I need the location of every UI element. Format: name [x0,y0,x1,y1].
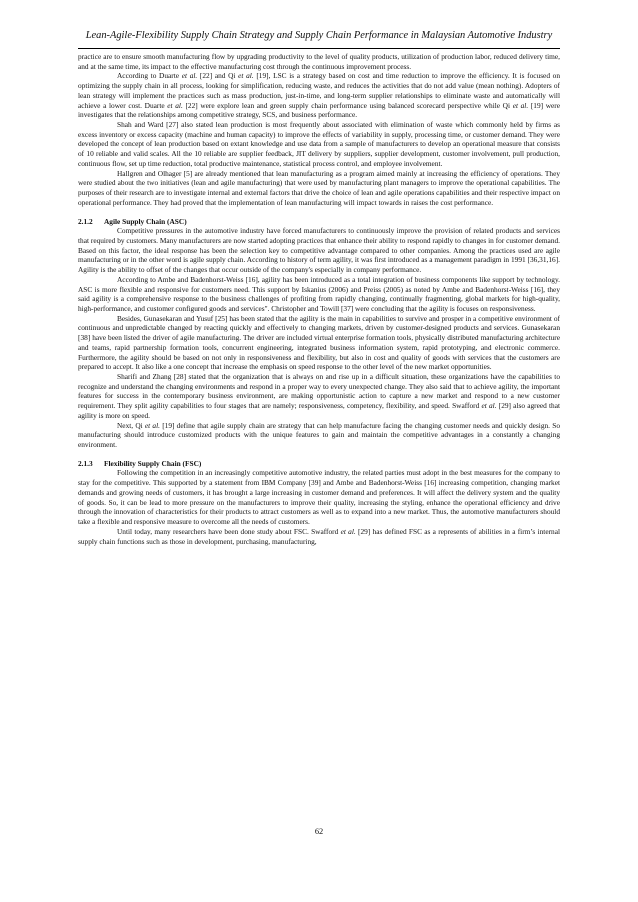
section-heading-2-1-2: 2.1.2 Agile Supply Chain (ASC) [78,216,187,226]
paragraph: Hallgren and Olhager [5] are already mentioned that lean manufacturing as a program aimed mainly at increasing the efficiency of operations. They were studied about the two initiatives (lean and agile manufacturing) that were used by manufacturing plant managers to improve the operational capabilities. The purposes of their research are to investigate internal and external factors that drive the choice of lean and agile operations capabilities and their respective impact on operational performance. They had proved that the implementation of lean manufacturing will impact towards in raises the cost performance. [78,168,560,207]
running-header: Lean-Agile-Flexibility Supply Chain Strategy and Supply Chain Performance in Malaysian Automotive Industry [85,30,553,41]
paragraph: According to Ambe and Badenhorst-Weiss [16], agility has been introduced as a total integration of business components like support by technology. ASC is more flexible and responsive for customers need. This support by Iskanius (2006) and Preiss (2005) as noted by Ambe and Badenhorst-Weiss [16], they said agility is a comprehensive response to the business challenges of profiting from rapidly changing, continually fragmenting, global markets for high-quality, high-performance, and customer configured goods and services". Christopher and Towill [37] were concluding that the agility is focuses on responsiveness. [78,274,560,313]
paragraph: Shah and Ward [27] also stated lean production is most frequently about associated with elimination of waste which commonly held by firms as excess inventory or excess capacity (machine and human capacity) to improve the effects of variability in supply, processing time, or customer demand. They were developed the concept of lean production based on extant knowledge and use data from a sample of manufacturers to develop an operational measure that consists of 10 reliable and valid scales. All the 10 reliable are supplier feedback, JIT delivery by suppliers, supplier development, customer involvement, pull production, continuous flow, set up time reduction, total productive maintenance, statistical process control, and employee involvement. [78,120,560,168]
header-rule [78,48,560,49]
paragraph: Following the competition in an increasingly competitive automotive industry, the related parties must adopt in the best measures for the company to stay for the competitive. This supported by a statement from IBM Company [39] and Ambe and Badenhorst-Weiss [16] increasing competition, changing market demands and growing needs of customers, it has brought a large increasing in customer demand and preferences. It will affect the delivery system and the quality of goods. So, it can be lead to more pressure on the manufacturers to improve their quality, increasing the styling, enhance the operational efficiency and drive through the innovation of characteristics for their products to attract customers as well as to expand into a new market. Thus, the automotive manufacturers should take a flexible and responsive measure to overcome all the needs of customers. [78,468,560,527]
paragraph: Sharifi and Zhang [28] stated that the organization that is always on and rise up in a difficult situation, these organizations have the capabilities to recognize and understand the changing environments and respond in a proper way to every unexpected change. They also said that to achieve agility, the important features for success in the contemporary business environment, are making opportunistic action to capture a new market and respond to a new customer requirement. They split agility capabilities to four stages that are namely; responsiveness, competency, flexibility, and speed. Swafford et al. [29] also agreed that agility is more on speed. [78,372,560,420]
article-body [78,52,560,546]
paragraph: Competitive pressures in the automotive industry have forced manufacturers to continuously improve the provision of related products and services that required by customers. Many manufacturers are now started adopting practices that enhance their ability to respond rapidly to changes in for customer demand. Based on this factor, the ideal response has been the selection key to competitive advantage compared to other companies. Among the practices used are agile manufacturing or in the other word is agile supply chain. According to history of term agility, it was first introduced as a management paradigm in 1991 [36,31,16]. Agility is the ability to offset of the changes that occur outside of the company's especially in company performance. [78,226,560,275]
paragraph: According to Duarte et al. [22] and Qi et al. [19], LSC is a strategy based on cost and time reduction to improve the efficiency. It is focused on optimizing the supply chain in all process, looking for simplification, reducing waste, and reduces the activities that do not add value (mean nothing). Adopters of lean strategy will implement the practices such as mass production, just-in-time, and long-term supplier relationships to eliminate waste and automatically will achieve a lower cost. Duarte et al. [22] were explore lean and green supply chain performance using balanced scorecard perspective while Qi et al. [19] were investigates that the relationships among competitive strategy, SCS, and business performance. [78,71,561,120]
section-heading-2-1-3: 2.1.3 Flexibility Supply Chain (FSC) [78,458,202,468]
page-number: 62 [314,827,324,836]
paragraph: Next, Qi et al. [19] define that agile supply chain are strategy that can help manufacture facing the changing customer needs and quickly design. So manufacturing should introduce customized products with the unique features to gain and maintain the competitive advantages in a constantly a changing environment. [78,420,560,450]
paragraph: Besides, Gunasekaran and Yusuf [25] has been stated that the agility is the main in capabilities to survive and prosper in a competitive environment of continuous and unpredictable changed by reacting quickly and effectively to changing markets, driven by customer-designed products and services. Gunasekaran [38] have been listed the driver of agile manufacturing. The driver are included virtual enterprise formation tools, physically distributed manufacturing architecture and teams, rapid partnership formation tools, concurrent engineering, integrated business information system, rapid prototyping, and electronic commerce. Furthermore, the agility should be based on not only in responsiveness and flexibility, but also in cost and quality of goods with services that the customers are prepared to accept. It also like a one concept that increase the emphasis on speed response to the other level of the new market opportunities. [78,313,560,372]
paragraph: Until today, many researchers have been done study about FSC. Swafford et al. [29] has defined FSC as a represents of abilities in a firm’s internal supply chain functions such as those in development, purchasing, manufacturing, [78,526,560,546]
paragraph: practice are to ensure smooth manufacturing flow by upgrading productivity to the level of quality products, utilization of production labor, reduced delivery time, and at the same time, its impact to the effective manufacturing cost through the continuous improvement process. [78,52,560,71]
